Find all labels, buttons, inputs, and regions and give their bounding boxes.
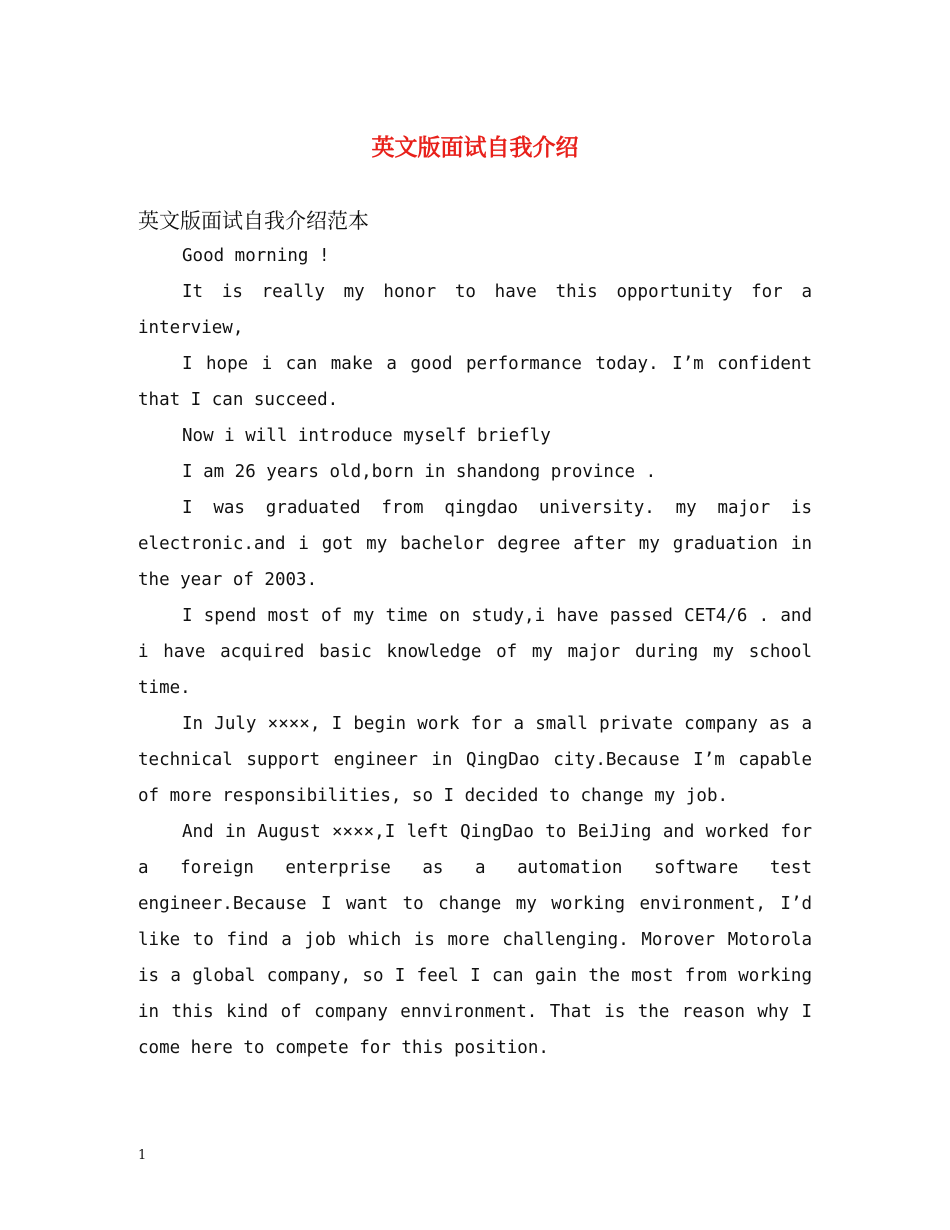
paragraph-introduce: Now i will introduce myself briefly [182, 426, 551, 446]
paragraph-honor: It is really my honor to have this opportunity for a interview, [138, 282, 812, 338]
paragraph-greeting: Good morning ! [182, 246, 330, 266]
paragraph-age: I am 26 years old,born in shandong province . [182, 462, 657, 482]
page-number: 1 [138, 1148, 147, 1163]
document-body [138, 238, 812, 1066]
paragraph-first-job: In July ××××, I begin work for a small private company as a technical support engineer in QingDao city.Because I’m capable of more responsibilities, so I decided to change my job. [138, 714, 812, 806]
paragraph-second-job: And in August ××××,I left QingDao to BeiJing and worked for a foreign enterprise as a automation software test engineer.Because I want to change my working environment, I’d like to find a job which is more challenging. Morover Motorola is a global company, so I feel I can gain the most from working in this kind of company ennvironment. That is the reason why I come here to compete for this position. [138, 822, 812, 1058]
paragraph-education: I was graduated from qingdao university. my major is electronic.and i got my bachelor degree after my graduation in the year of 2003. [138, 498, 812, 590]
document-title: 英文版面试自我介绍 [371, 134, 579, 161]
paragraph-study: I spend most of my time on study,i have passed CET4/6 . and i have acquired basic knowledge of my major during my school time. [138, 606, 812, 698]
paragraph-confident: I hope i can make a good performance today. I’m confident that I can succeed. [138, 354, 812, 410]
document-subtitle: 英文版面试自我介绍范本 [138, 209, 369, 233]
